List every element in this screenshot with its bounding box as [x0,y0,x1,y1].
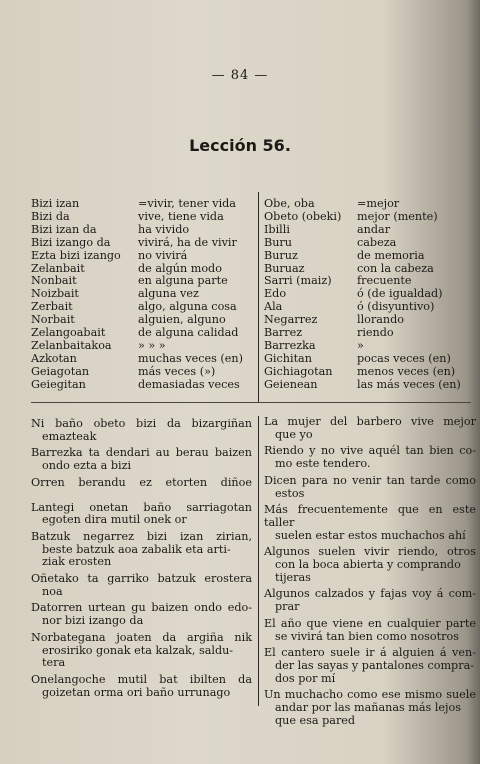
basque-term: Bizi izan da [31,222,97,236]
basque-term: Obe, oba [264,197,315,210]
vocab-entry [264,198,474,211]
vocab-entry [31,250,257,263]
spanish-translation: pocas veces (en) [357,351,451,365]
spanish-translation: ha vivido [138,222,190,236]
sentence [264,504,476,542]
basque-term: Gichitan [264,351,312,365]
sentence [31,602,252,627]
basque-term: Zelangoabait [31,326,106,340]
basque-term: Bizi da [31,209,70,223]
lesson-title: Lección 56. [189,136,291,155]
sentence-continuation: beste batzuk aoa zabalik eta arti- [42,542,231,556]
vocab-entry [31,211,257,224]
spanish-translation: =mejor [357,197,400,210]
spanish-translation: en alguna parte [138,274,228,288]
column-divider [258,192,259,402]
sentence-continuation: erosiriko gonak eta kalzak, saldu- [42,643,234,657]
sentence-line: Oñetako ta garriko batzuk erostera [31,572,252,586]
vocab-entry [264,211,474,224]
basque-term: Geienean [264,377,318,391]
sentence-continuation: que yo [275,427,313,441]
sentence-continuation: dos por mí [275,671,336,685]
sentence-line: Algunos suelen vivir riendo, otros [264,545,476,559]
sentence-continuation: estos [275,486,305,500]
basque-term: Bizi izango da [31,235,111,249]
sentence [31,447,252,472]
sentence [31,632,252,670]
spanish-translation: andar [357,222,391,236]
sentence-continuation: ziak erosten [42,555,112,569]
vocab-entry [31,353,257,366]
sentence-continuation: prar [275,600,300,614]
sentence [264,618,476,643]
basque-term: Barrez [264,326,303,340]
sentence-line: Barrezka ta dendari au berau baizen [31,446,252,460]
vocab-entry [31,340,257,353]
basque-sentences [31,418,252,703]
vocab-entry [31,366,257,379]
sentence-continuation: der las sayas y pantalones compra- [275,658,475,672]
vocab-entry [264,340,474,353]
sentence [264,546,476,584]
vocab-entry [264,366,474,379]
sentence [31,418,252,443]
sentence [264,445,476,470]
basque-term: Sarri (maiz) [264,274,332,288]
vocab-entry [31,379,257,392]
sentence [31,502,252,527]
column-divider [258,416,259,706]
spanish-translation: alguna vez [138,287,199,301]
sentence-line: Orren berandu ez etorten diñoe [31,475,252,489]
basque-term: Nonbait [31,274,77,288]
spanish-translation: ó (de igualdad) [357,287,443,301]
spanish-translation: de alguna calidad [138,326,239,340]
basque-term: Barrezka [264,338,316,352]
vocab-entry [31,237,257,250]
spanish-translation: riendo [357,326,394,340]
vocab-entry [264,224,474,237]
sentence-line: Dicen para no venir tan tarde como [264,473,476,487]
basque-term: Buruaz [264,261,305,275]
spanish-sentences [264,416,476,731]
sentence-continuation: mo este tendero. [275,457,371,471]
spanish-translation: » » » [138,338,166,352]
sentence-continuation: suelen estar estos muchachos ahí [275,528,466,542]
spanish-translation: más veces (») [138,364,216,378]
basque-term: Norbait [31,313,75,327]
vocab-entry [264,353,474,366]
basque-term: Bizi izan [31,197,80,210]
sentence [31,477,252,490]
vocabulary-list-left [31,198,257,392]
spanish-translation: vivirá, ha de vivir [138,235,237,249]
sentence-line: Un muchacho como ese mismo suele [264,688,476,702]
sentence-continuation: se vivirá tan bien como nosotros [275,629,459,643]
sentence-continuation: goizetan orma ori baño urrunago [42,685,231,699]
sentence-line: Batzuk negarrez bizi izan zirian, [31,529,252,543]
vocab-entry [264,250,474,263]
spanish-translation: algo, alguna cosa [138,300,237,314]
section-rule [31,402,471,403]
spanish-translation: las más veces (en) [357,377,461,391]
spanish-translation: alguien, alguno [138,313,226,327]
sentence [264,588,476,613]
basque-term: Zelanbait [31,261,85,275]
basque-term: Ezta bizi izango [31,248,121,262]
sentence-continuation: noa [42,584,63,598]
spanish-translation: frecuente [357,274,412,288]
spanish-translation: con la cabeza [357,261,434,275]
basque-term: Noizbait [31,287,79,301]
basque-term: Ala [264,300,283,314]
vocabulary-list-right [264,198,474,392]
sentence-continuation: nor bizi izango da [42,614,144,628]
basque-term: Geiegitan [31,377,86,391]
vocab-entry [31,198,257,211]
sentence-line: Más frecuentemente que en este taller [264,503,476,529]
sentence-line: La mujer del barbero vive mejor [264,415,476,428]
sentence-line: Algunos calzados y fajas voy á com- [264,587,476,601]
basque-term: Buruz [264,248,298,262]
vocab-entry [31,224,257,237]
sentence-line: El cantero suele ir á alguien á ven- [264,646,476,660]
basque-term: Obeto (obeki) [264,209,342,223]
basque-term: Gichiagotan [264,364,333,378]
basque-term: Negarrez [264,313,318,327]
basque-term: Geiagotan [31,364,90,378]
sentence-continuation: que esa pared [275,713,356,727]
spanish-translation: llorando [357,313,405,327]
spanish-translation: de algún modo [138,261,222,275]
sentence-continuation: ondo ezta a bizi [42,459,132,473]
sentence [31,573,252,598]
basque-term: Buru [264,235,292,249]
sentence [264,475,476,500]
sentence-continuation: con la boca abierta y comprando [275,558,461,572]
sentence [264,647,476,685]
spanish-translation: muchas veces (en) [138,351,243,365]
sentence-line: Onelangoche mutil bat ibilten da [31,672,252,686]
basque-term: Ibilli [264,222,290,236]
spanish-translation: no vivirá [138,248,188,262]
sentence-line: El año que viene en cualquier parte [264,616,476,630]
spanish-translation: ó (disyuntivo) [357,300,435,314]
spanish-translation: mejor (mente) [357,209,438,223]
sentence-line: Riendo y no vive aquél tan bien co- [264,444,476,458]
sentence-continuation: egoten dira mutil onek or [42,513,187,527]
basque-term: Azkotan [31,351,77,365]
page-number: — 84 — [211,68,269,83]
sentence-line: Norbategana joaten da argiña nik [31,630,252,644]
sentence [264,416,476,441]
spanish-translation: vive, tiene vida [138,209,224,223]
spanish-translation: =vivir, tener vida [138,197,236,210]
sentence-continuation: emazteak [42,429,97,443]
vocab-entry [264,237,474,250]
sentence [264,689,476,727]
sentence [31,674,252,699]
sentence-continuation: tijeras [275,570,311,584]
spanish-translation: demasiadas veces [138,377,240,391]
spanish-translation: menos veces (en) [357,364,456,378]
basque-term: Zelanbaitakoa [31,338,112,352]
basque-term: Zerbait [31,300,73,314]
spanish-translation: cabeza [357,235,397,249]
spanish-translation: de memoria [357,248,425,262]
sentence-line: Lantegi onetan baño sarriagotan [31,500,252,514]
sentence [31,531,252,569]
sentence-line: Datorren urtean gu baizen ondo edo- [31,601,252,615]
sentence-line: Ni baño obeto bizi da bizargiñan [31,417,252,430]
sentence-continuation: tera [42,656,66,670]
spanish-translation: » [357,338,364,352]
vocab-entry [264,379,474,392]
basque-term: Edo [264,287,287,301]
sentence-continuation: andar por las mañanas más lejos [275,701,462,715]
